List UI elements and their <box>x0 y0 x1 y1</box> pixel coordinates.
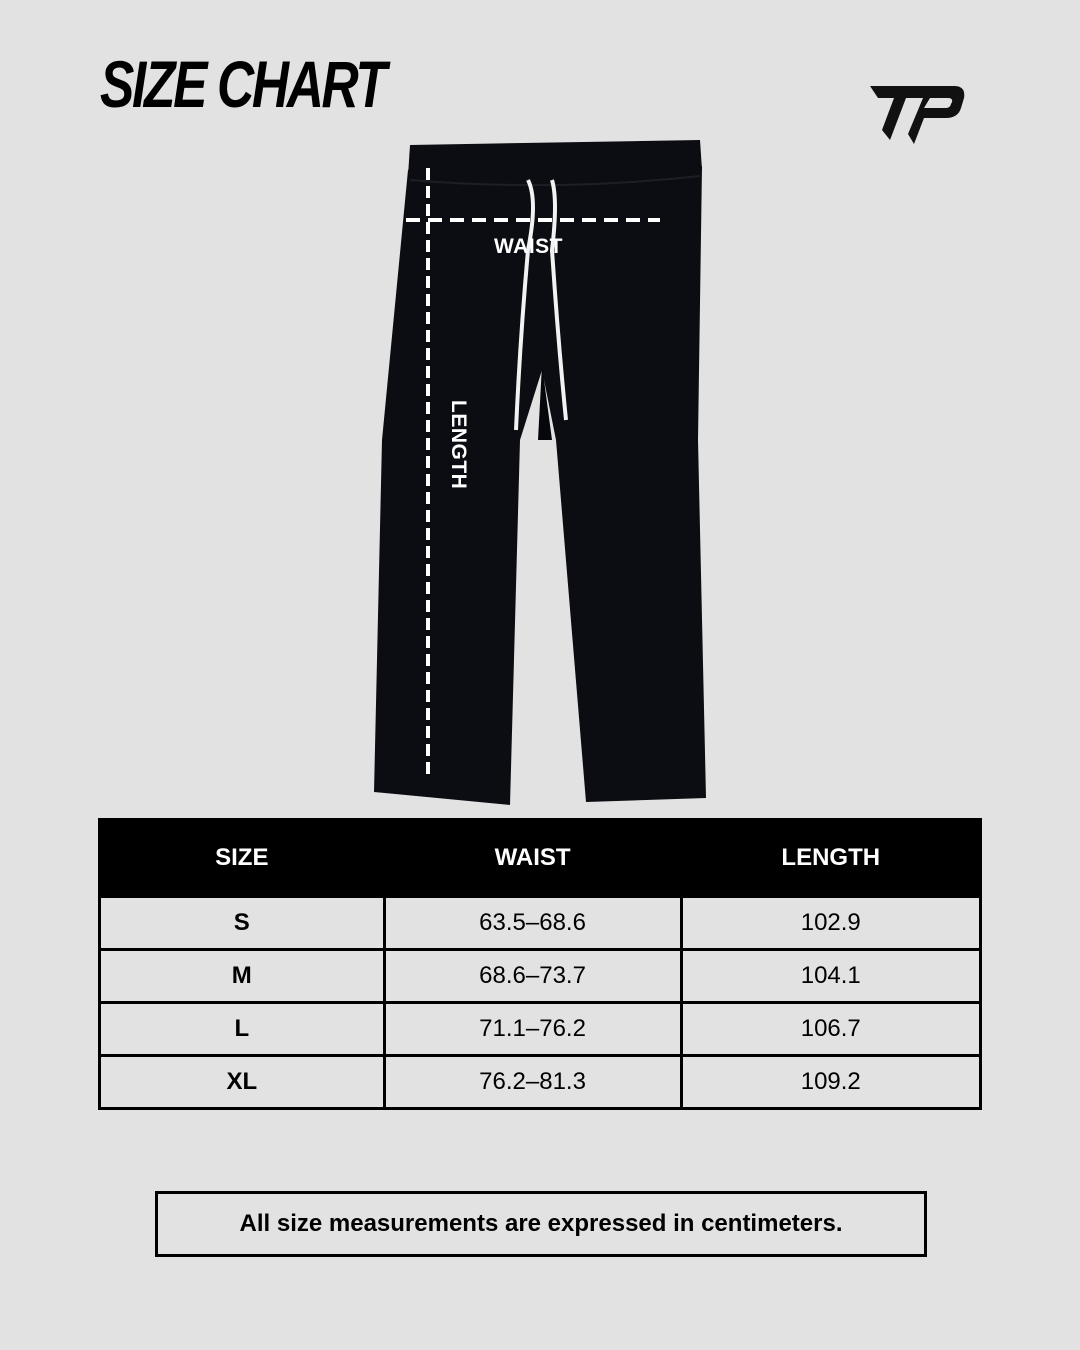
units-note: All size measurements are expressed in centimeters. <box>155 1191 927 1257</box>
waist-cell: 71.1–76.2 <box>384 1003 681 1056</box>
table-row <box>100 950 981 1003</box>
length-measure-label: LENGTH <box>447 400 470 490</box>
column-header-waist: WAIST <box>384 820 681 897</box>
page-title: SIZE CHART <box>100 47 385 121</box>
table-row <box>100 1056 981 1109</box>
size-cell: M <box>100 950 385 1003</box>
column-header-size: SIZE <box>100 820 385 897</box>
waist-cell: 68.6–73.7 <box>384 950 681 1003</box>
waist-measure-label: WAIST <box>494 235 563 258</box>
length-cell: 106.7 <box>681 1003 980 1056</box>
length-cell: 102.9 <box>681 897 980 950</box>
waist-cell: 63.5–68.6 <box>384 897 681 950</box>
length-cell: 109.2 <box>681 1056 980 1109</box>
table-header-row <box>100 820 981 897</box>
size-cell: S <box>100 897 385 950</box>
table-row <box>100 897 981 950</box>
brand-logo-icon <box>868 84 968 146</box>
table-row <box>100 1003 981 1056</box>
size-cell: XL <box>100 1056 385 1109</box>
waist-cell: 76.2–81.3 <box>384 1056 681 1109</box>
size-cell: L <box>100 1003 385 1056</box>
size-table <box>98 818 982 1110</box>
column-header-length: LENGTH <box>681 820 980 897</box>
length-cell: 104.1 <box>681 950 980 1003</box>
